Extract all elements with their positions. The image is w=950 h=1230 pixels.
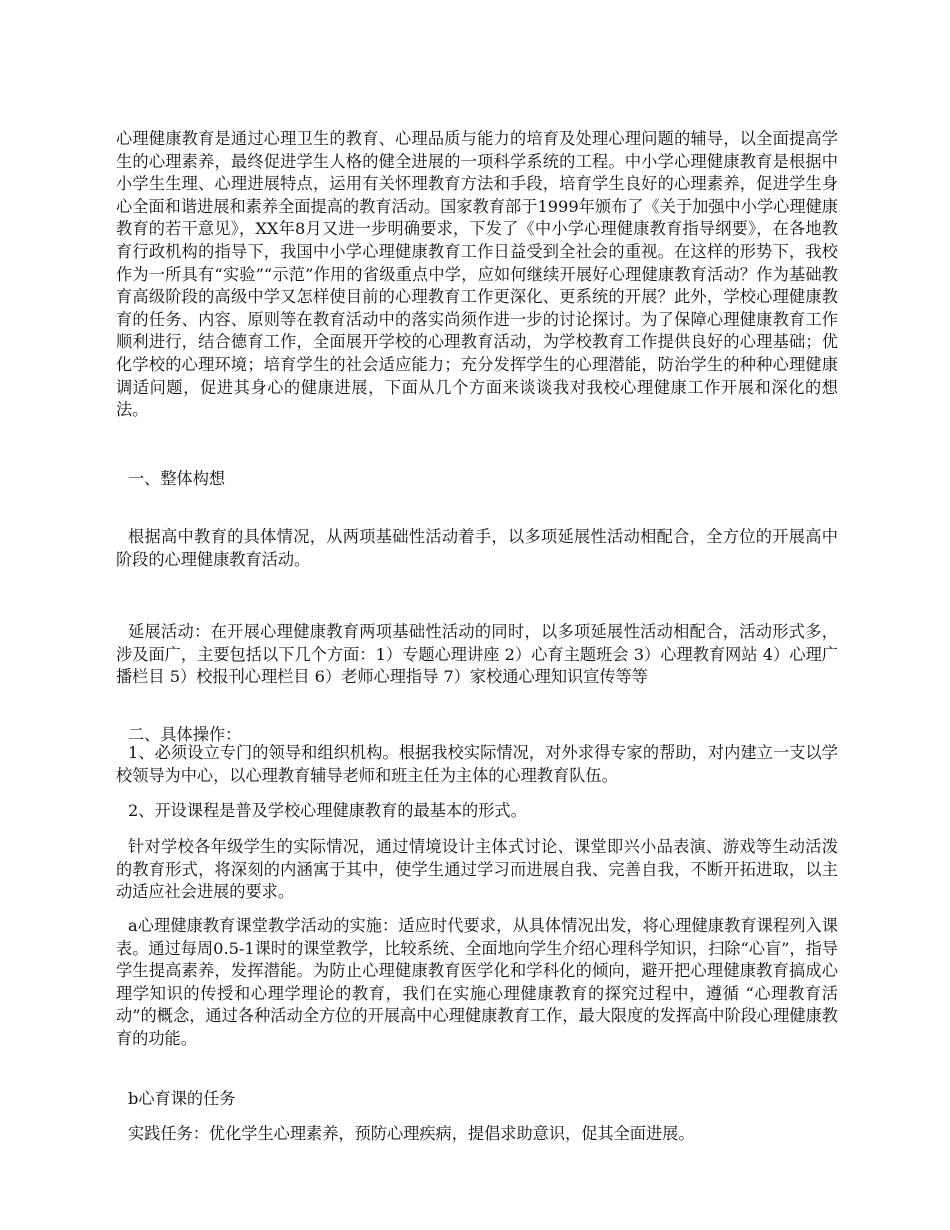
operation-item-1: 1、必须设立专门的领导和组织机构。根据我校实际情况，对外求得专家的帮助，对内建立一支以学校领导为中心，以心理教育辅导老师和班主任为主体的心理教育队伍。 bbox=[116, 743, 838, 785]
operation-item-2: 2、开设课程是普及学校心理健康教育的最基本的形式。 bbox=[128, 801, 527, 820]
classroom-implementation-paragraph: a心理健康教育课堂教学活动的实施：适应时代要求，从具体情况出发，将心理健康教育课程列入课表。通过每周0.5-1课时的课堂教学，比较系统、全面地向学生介绍心理科学知识，扫除“心盲”，指导学生提高素养，发挥潜能。为防止心理健康教育医学化和学科化的倾向，避开把心理健康教育搞成心理学知识的传授和心理学理论的教育，我们在实施心理健康教育的探究过程中，遵循 “心理教育活动”的概念，通过各种活动全方位的开展高中心理健康教育工作，最大限度的发挥高中阶段心理健康教育的功能。 bbox=[116, 916, 838, 1048]
extension-activities-paragraph: 延展活动：在开展心理健康教育两项基础性活动的同时，以多项延展性活动相配合，活动形式多，涉及面广，主要包括以下几个方面：1）专题心理讲座 2）心育主题班会 3）心理教育网站 4）心理广播栏目 5）校报刊心理栏目 6）老师心理指导 7）家校通心理知识宣传等等 bbox=[116, 622, 838, 687]
intro-paragraph: 心理健康教育是通过心理卫生的教育、心理品质与能力的培育及处理心理问题的辅导，以全面提高学生的心理素养，最终促进学生人格的健全进展的一项科学系统的工程。中小学心理健康教育是根据中小学生生理、心理进展特点，运用有关怀理教育方法和手段，培育学生良好的心理素养，促进学生身心全面和谐进展和素养全面提高的教育活动。国家教育部于1999年颁布了《关于加强中小学心理健康教育的若干意见》，XX年8月又进一步明确要求，下发了《中小学心理健康教育指导纲要》，在各地教育行政机构的指导下，我国中小学心理健康教育工作日益受到全社会的重视。在这样的形势下，我校作为一所具有“实验”“示范”作用的省级重点中学，应如何继续开展好心理健康教育活动？作为基础教育高级阶段的高级中学又怎样使目前的心理教育工作更深化、更系统的开展？此外，学校心理健康教育的任务、内容、原则等在教育活动中的落实尚须作进一步的讨论探讨。为了保障心理健康教育工作顺利进行，结合德育工作，全面展开学校的心理教育活动，为学校教育工作提供良好的心理基础；优化学校的心理环境；培育学生的社会适应能力；充分发挥学生的心理潜能，防治学生的种种心理健康调适问题，促进其身心的健康进展，下面从几个方面来谈谈我对我校心理健康工作开展和深化的想法。 bbox=[116, 129, 838, 420]
course-task-heading: b心育课的任务 bbox=[128, 1089, 236, 1108]
section-heading-overall: 一、整体构想 bbox=[128, 469, 226, 488]
section-heading-operation: 二、具体操作： bbox=[128, 725, 242, 744]
practice-task-paragraph: 实践任务：优化学生心理素养，预防心理疾病，提倡求助意识，促其全面进展。 bbox=[128, 1124, 695, 1143]
overall-paragraph: 根据高中教育的具体情况，从两项基础性活动着手，以多项延展性活动相配合，全方位的开展高中阶段的心理健康教育活动。 bbox=[116, 527, 838, 569]
teaching-form-paragraph: 针对学校各年级学生的实际情况，通过情境设计主体式讨论、课堂即兴小品表演、游戏等生动活泼的教育形式，将深刻的内涵寓于其中，使学生通过学习而进展自我、完善自我，不断开拓进取，以主动适应社会进展的要求。 bbox=[116, 837, 838, 902]
